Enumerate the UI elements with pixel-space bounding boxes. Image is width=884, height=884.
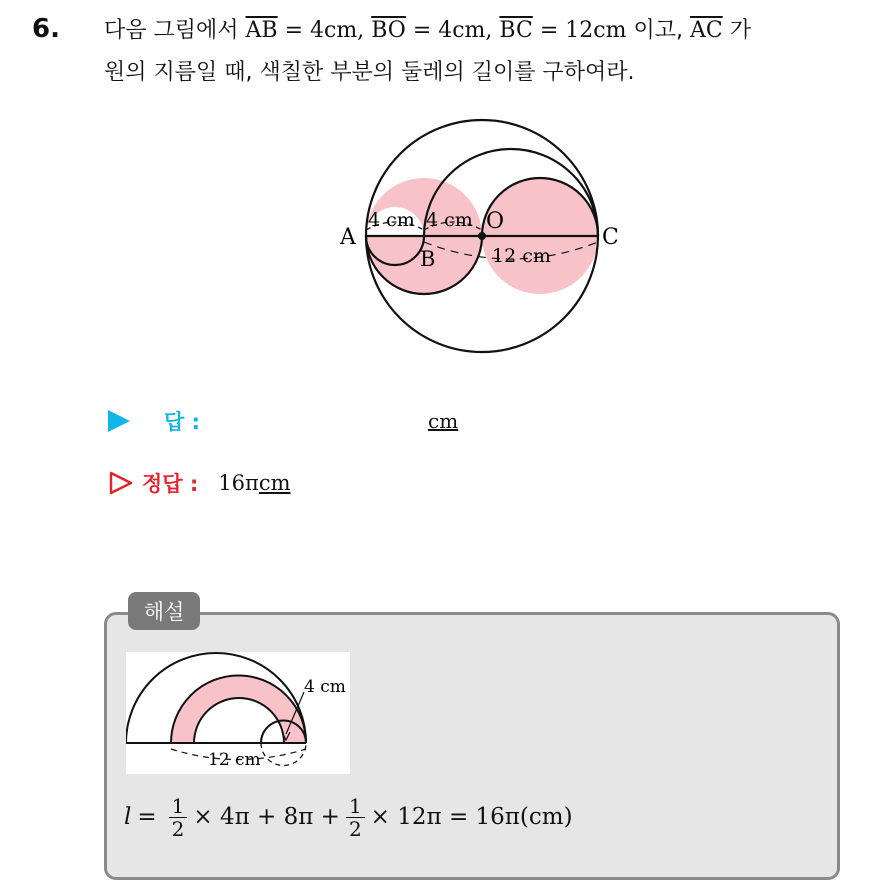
correct-row bbox=[108, 468, 291, 498]
frac-2-num: 1 bbox=[346, 795, 365, 818]
eq-ab: = 4cm, bbox=[284, 18, 365, 43]
play-filled-icon bbox=[108, 410, 130, 432]
question-line-2: 원의 지름일 때, 색칠한 부분의 둘레의 길이를 구하여라. bbox=[104, 60, 635, 85]
label-c: C bbox=[602, 225, 619, 250]
label-len-ab: 4 cm bbox=[368, 209, 415, 231]
sol-label-big: 12 cm bbox=[208, 750, 261, 770]
answer-row bbox=[108, 406, 458, 436]
formula-frac-1 bbox=[169, 795, 188, 840]
eq-bo: = 4cm, bbox=[412, 18, 493, 43]
play-outline-icon bbox=[108, 470, 134, 496]
formula-term-2: × 12π = 16π(cm) bbox=[370, 804, 573, 830]
correct-value: 16π bbox=[218, 471, 259, 495]
label-a: A bbox=[340, 225, 356, 250]
label-len-bc: 12 cm bbox=[492, 245, 551, 267]
correct-unit: cm bbox=[258, 471, 291, 495]
segment-ab: $\overline{AB}$ bbox=[245, 18, 278, 43]
formula-frac-2 bbox=[346, 795, 365, 840]
answer-label: 답 : bbox=[164, 410, 200, 434]
sol-label-small: 4 cm bbox=[304, 677, 346, 697]
segment-ac: $\overline{AC}$ bbox=[689, 18, 723, 43]
solution-formula bbox=[124, 786, 573, 848]
frac-1-den: 2 bbox=[171, 816, 185, 841]
explanation-figure bbox=[126, 652, 350, 774]
label-len-bo: 4 cm bbox=[426, 209, 473, 231]
segment-bc: $\overline{BC}$ bbox=[499, 18, 533, 43]
segment-bo: $\overline{BO}$ bbox=[371, 18, 406, 43]
frac-1-num: 1 bbox=[169, 795, 188, 818]
formula-eq: = bbox=[137, 804, 157, 830]
question-prefix: 다음 그림에서 bbox=[104, 18, 239, 43]
eq-bc: = 12cm bbox=[539, 18, 627, 43]
center-point bbox=[478, 232, 486, 240]
main-figure bbox=[330, 110, 630, 360]
question-number: 6. bbox=[32, 14, 60, 44]
label-o: O bbox=[486, 209, 505, 234]
formula-lhs: l bbox=[124, 804, 132, 830]
question-mid: 이고, bbox=[633, 18, 683, 43]
answer-unit: cm bbox=[428, 409, 459, 433]
question-suffix: 가 bbox=[729, 18, 751, 43]
explanation-tag: 해설 bbox=[128, 592, 200, 630]
formula-term-1: × 4π + 8π + bbox=[193, 804, 340, 830]
question-line-1 bbox=[104, 16, 751, 46]
correct-label: 정답 : bbox=[142, 472, 199, 496]
frac-2-den: 2 bbox=[348, 816, 362, 841]
label-b: B bbox=[420, 247, 436, 271]
